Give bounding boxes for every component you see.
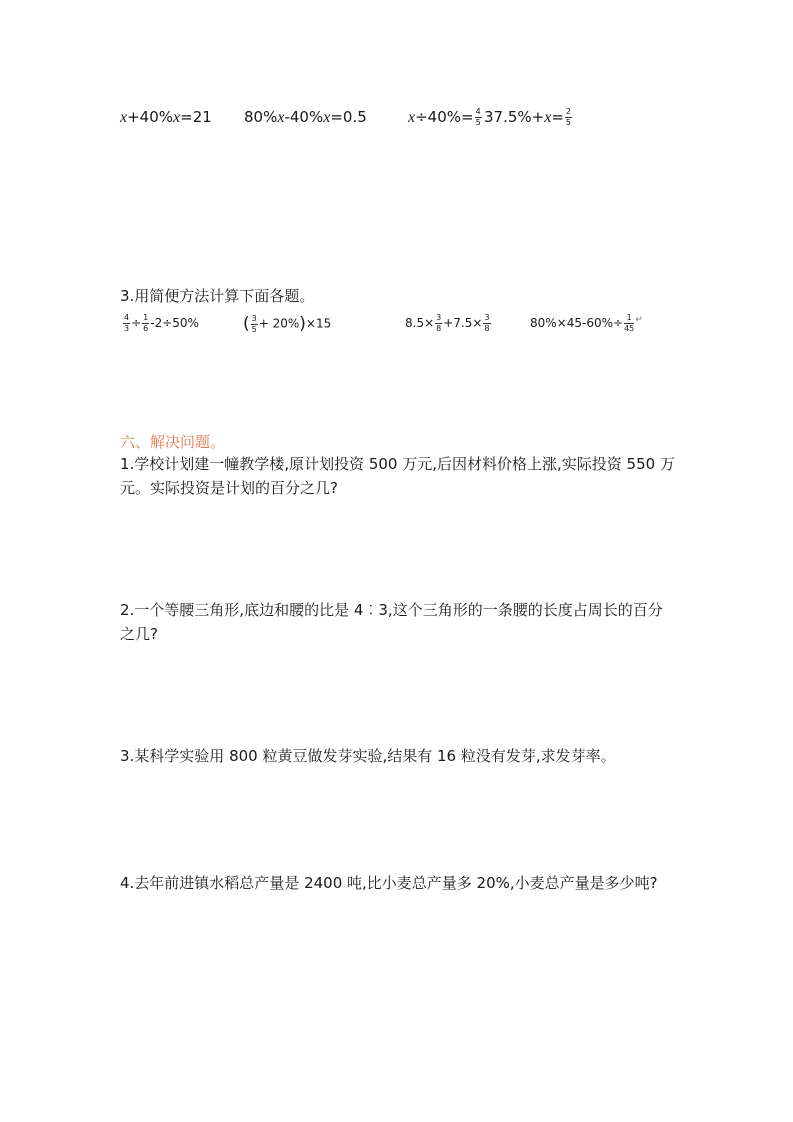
numerator: 4 xyxy=(475,107,481,116)
variable-x: x xyxy=(173,109,181,126)
equation-text: -40% xyxy=(284,108,324,126)
fraction xyxy=(483,314,490,333)
equation-2 xyxy=(244,108,367,127)
equation-text: ÷40%= xyxy=(415,108,474,126)
word-problem-2: 2.一个等腰三角形,底边和腰的比是 4︰3,这个三角形的一条腰的长度占周长的百分之几? xyxy=(120,601,663,643)
equation-text: =0.5 xyxy=(330,108,367,126)
denominator: 6 xyxy=(143,324,149,333)
equation-text: +40% xyxy=(127,108,174,126)
word-problem-4: 4.去年前进镇水稻总产量是 2400 吨,比小麦总产量多 20%,小麦总产量是多少吨? xyxy=(120,874,658,892)
numerator: 3 xyxy=(484,313,490,322)
variable-x: x xyxy=(408,109,416,126)
expression-text: -2÷50% xyxy=(150,316,199,330)
word-problem-1: 1.学校计划建一幢教学楼,原计划投资 500 万元,后因材料价格上涨,实际投资 550 万元。实际投资是计划的百分之几? xyxy=(120,455,675,497)
denominator: 8 xyxy=(484,324,490,333)
denominator: 5 xyxy=(251,324,257,334)
calc-problem-3 xyxy=(405,314,492,333)
equation-text: =21 xyxy=(180,108,212,126)
equation-text: = xyxy=(551,108,564,126)
variable-x: x xyxy=(323,109,331,126)
numerator: 3 xyxy=(251,313,257,323)
calc-section-heading: 3.用简便方法计算下面各题。 xyxy=(120,287,315,305)
fraction xyxy=(251,315,258,334)
fraction xyxy=(123,314,130,333)
calc-problem-1 xyxy=(122,314,199,333)
expression-text: ×15 xyxy=(305,316,332,331)
calc-problem-2 xyxy=(243,314,331,334)
denominator: 5 xyxy=(565,118,572,127)
parenthesis: ( xyxy=(243,314,250,334)
operator: ÷ xyxy=(131,316,142,330)
equation-1 xyxy=(120,108,212,127)
equation-3 xyxy=(408,108,483,127)
variable-x: x xyxy=(277,109,285,126)
numerator: 1 xyxy=(624,314,634,324)
fraction xyxy=(475,108,482,127)
expression-text: + 20% xyxy=(258,316,300,331)
equation-text: 37.5%+ xyxy=(484,108,545,126)
equation-text: 80% xyxy=(244,108,278,126)
parenthesis: ) xyxy=(299,314,306,334)
expression-text: 80%×45-60%÷ xyxy=(530,316,624,330)
expression-text: 8.5× xyxy=(405,316,435,330)
denominator: 8 xyxy=(436,324,442,333)
variable-x: x xyxy=(120,109,128,126)
fraction xyxy=(435,314,442,333)
expression-text: +7.5× xyxy=(443,316,483,330)
denominator: 45 xyxy=(624,324,635,333)
fraction xyxy=(565,108,572,127)
calc-problem-4 xyxy=(530,314,643,333)
fraction xyxy=(624,314,634,333)
paragraph-mark-icon: ↵ xyxy=(635,315,643,325)
numerator: 4 xyxy=(124,313,130,322)
equation-4 xyxy=(484,108,573,127)
word-problem-3: 3.某科学实验用 800 粒黄豆做发芽实验,结果有 16 粒没有发芽,求发芽率。 xyxy=(120,747,616,765)
fraction xyxy=(142,314,149,333)
denominator: 3 xyxy=(124,324,130,333)
numerator: 3 xyxy=(436,313,442,322)
variable-x: x xyxy=(544,109,552,126)
numerator: 2 xyxy=(565,107,572,116)
section-title: 六、解决问题。 xyxy=(120,433,226,451)
numerator: 1 xyxy=(143,313,149,322)
denominator: 5 xyxy=(475,118,481,127)
